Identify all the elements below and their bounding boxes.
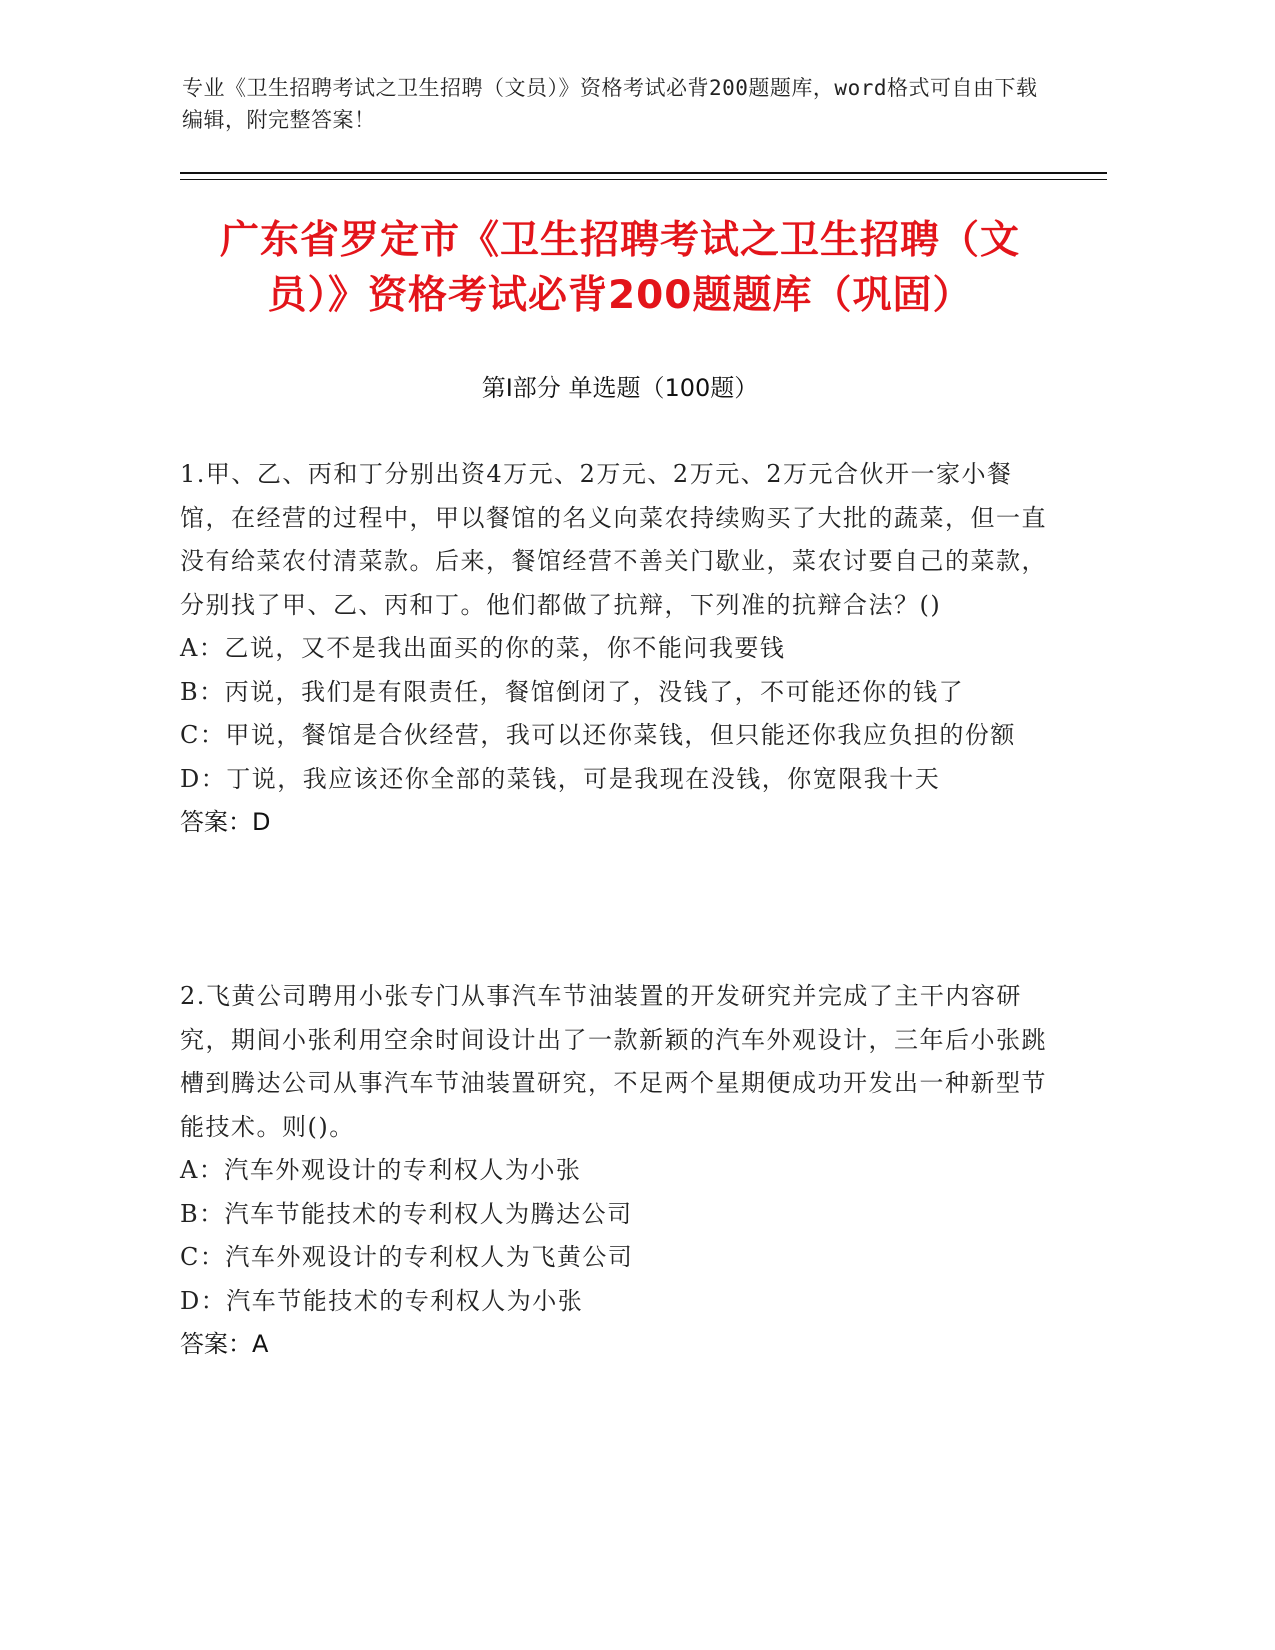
option-c: C：甲说，餐馆是合伙经营，我可以还你菜钱，但只能还你我应负担的份额 <box>180 721 1016 749</box>
document-title: 广东省罗定市《卫生招聘考试之卫生招聘（文员）》资格考试必背200题题库（巩固） <box>219 218 1020 318</box>
answer-line: 答案：A <box>180 1330 269 1358</box>
section-title: 第Ⅰ部分 单选题（100题） <box>481 374 759 402</box>
option-a: A：乙说，又不是我出面买的你的菜，你不能问我要钱 <box>180 634 786 662</box>
option-d: D：丁说，我应该还你全部的菜钱，可是我现在没钱，你宽限我十天 <box>180 764 941 793</box>
option-a: A：汽车外观设计的专利权人为小张 <box>180 1156 582 1184</box>
option-b: B：丙说，我们是有限责任，餐馆倒闭了，没钱了，不可能还你的钱了 <box>180 677 965 706</box>
question-1 <box>180 453 1060 845</box>
question-stem: 1.甲、乙、丙和丁分别出资4万元、2万元、2万元、2万元合伙开一家小餐馆，在经营的过程中，甲以餐馆的名义向菜农持续购买了大批的蔬菜，但一直没有给菜农付清菜款。后来，餐馆经营不善关门歇业，菜农讨要自己的菜款，分别找了甲、乙、丙和丁。他们都做了抗辩，下列准的抗辩合法？() <box>180 460 1047 619</box>
option-b: B：汽车节能技术的专利权人为腾达公司 <box>180 1199 633 1228</box>
question-stem: 2.飞黄公司聘用小张专门从事汽车节油装置的开发研究并完成了主干内容研究，期间小张利用空余时间设计出了一款新颖的汽车外观设计，三年后小张跳槽到腾达公司从事汽车节油装置研究，不足两个星期便成功开发出一种新型节能技术。则()。 <box>180 982 1047 1141</box>
header-note: 专业《卫生招聘考试之卫生招聘（文员）》资格考试必背200题题库，word格式可自由下载编辑，附完整答案！ <box>182 76 1038 132</box>
answer-line: 答案：D <box>180 808 271 836</box>
header-rule-thin <box>180 179 1107 180</box>
option-c: C：汽车外观设计的专利权人为飞黄公司 <box>180 1243 634 1271</box>
option-d: D：汽车节能技术的专利权人为小张 <box>180 1286 584 1315</box>
header-rule-thick <box>180 172 1107 174</box>
question-2 <box>180 975 1060 1367</box>
